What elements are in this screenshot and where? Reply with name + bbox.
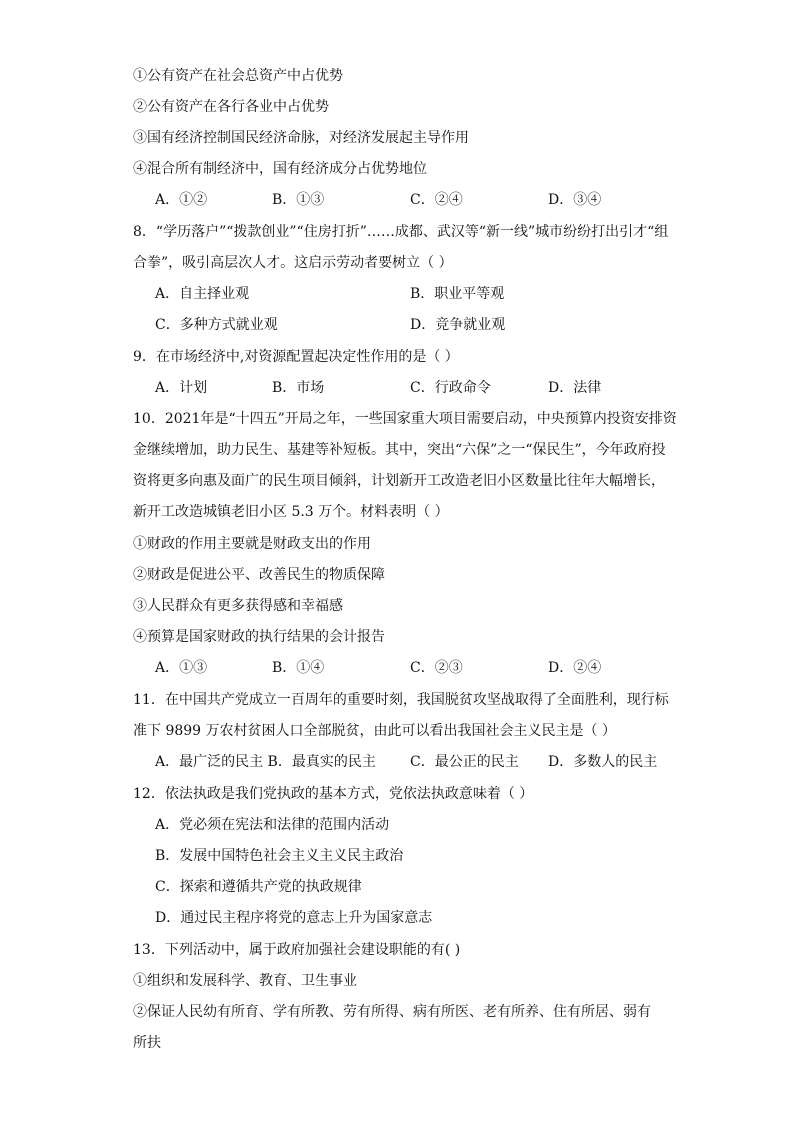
q11-option-d[interactable]: D．多数人的民主	[548, 754, 658, 770]
q10-stem-line-2: 金继续增加，助力民生、基建等补短板。其中，突出“六保”之一“保民生”，今年政府投	[133, 442, 666, 458]
q10-statement-4: ④预算是国家财政的执行结果的会计报告	[133, 629, 385, 645]
q7-option-d[interactable]: D．③④	[548, 192, 602, 208]
q11-stem-line-2: 准下 9899 万农村贫困人口全部脱贫，由此可以看出我国社会主义民主是（ ）	[133, 723, 616, 739]
q7-statement-2: ②公有资产在各行各业中占优势	[133, 99, 329, 115]
q10-statement-1: ①财政的作用主要就是财政支出的作用	[133, 536, 371, 552]
q12-option-b[interactable]: B．发展中国特色社会主义主义民主政治	[155, 848, 404, 864]
q11-stem-line-1: 11．在中国共产党成立一百周年的重要时刻，我国脱贫攻坚战取得了全面胜利，现行标	[133, 692, 669, 708]
q13-statement-1: ①组织和发展科学、教育、卫生事业	[133, 973, 357, 989]
q9-option-d[interactable]: D．法律	[548, 380, 602, 396]
q13-statement-2-continued: 所扶	[133, 1035, 161, 1051]
q10-option-c[interactable]: C．②③	[410, 660, 463, 676]
q7-statement-1: ①公有资产在社会总资产中占优势	[133, 68, 343, 84]
q8-option-a[interactable]: A．自主择业观	[155, 286, 250, 302]
q9-option-b[interactable]: B．市场	[272, 380, 325, 396]
q10-stem-line-4: 新开工改造城镇老旧小区 5.3 万个。材料表明（ ）	[133, 504, 449, 520]
q7-option-b[interactable]: B．①③	[272, 192, 325, 208]
q9-stem: 9．在市场经济中,对资源配置起决定性作用的是（ ）	[133, 349, 459, 365]
q12-option-a[interactable]: A．党必须在宪法和法律的范围内活动	[155, 817, 390, 833]
q7-option-a[interactable]: A．①②	[155, 192, 208, 208]
q8-option-c[interactable]: C．多种方式就业观	[155, 317, 278, 333]
q13-statement-2: ②保证人民幼有所育、学有所教、劳有所得、病有所医、老有所养、住有所居、弱有	[133, 1004, 651, 1020]
q7-statement-4: ④混合所有制经济中，国有经济成分占优势地位	[133, 161, 427, 177]
q9-option-a[interactable]: A．计划	[155, 380, 208, 396]
q10-option-a[interactable]: A．①③	[155, 660, 208, 676]
q12-stem: 12．依法执政是我们党执政的基本方式，党依法执政意味着（ ）	[133, 786, 534, 802]
q7-statement-3: ③国有经济控制国民经济命脉，对经济发展起主导作用	[133, 130, 469, 146]
q10-statement-2: ②财政是促进公平、改善民生的物质保障	[133, 567, 385, 583]
q12-option-d[interactable]: D．通过民主程序将党的意志上升为国家意志	[155, 910, 433, 926]
q10-option-b[interactable]: B．①④	[272, 660, 325, 676]
q9-option-c[interactable]: C．行政命令	[410, 380, 491, 396]
q11-option-a-b[interactable]: A．最广泛的民主 B．最真实的民主	[155, 754, 376, 770]
q13-stem: 13．下列活动中，属于政府加强社会建设职能的有( )	[133, 942, 461, 958]
q8-stem-line-1: 8．“学历落户”“拨款创业”“住房打折”……成都、武汉等“新一线”城市纷纷打出引才“组	[133, 224, 669, 240]
q10-option-d[interactable]: D．②④	[548, 660, 602, 676]
q8-stem-line-2: 合拳”，吸引高层次人才。这启示劳动者要树立（ ）	[133, 255, 453, 271]
q10-statement-3: ③人民群众有更多获得感和幸福感	[133, 598, 343, 614]
q10-stem-line-1: 10．2021年是“十四五”开局之年，一些国家重大项目需要启动，中央预算内投资安排资	[133, 411, 677, 427]
q8-option-b[interactable]: B．职业平等观	[410, 286, 505, 302]
q12-option-c[interactable]: C．探索和遵循共产党的执政规律	[155, 879, 362, 895]
q10-stem-line-3: 资将更多向惠及面广的民生项目倾斜，计划新开工改造老旧小区数量比往年大幅增长，	[133, 473, 665, 489]
q7-option-c[interactable]: C．②④	[410, 192, 463, 208]
q8-option-d[interactable]: D．竞争就业观	[410, 317, 506, 333]
q11-option-c[interactable]: C．最公正的民主	[410, 754, 519, 770]
